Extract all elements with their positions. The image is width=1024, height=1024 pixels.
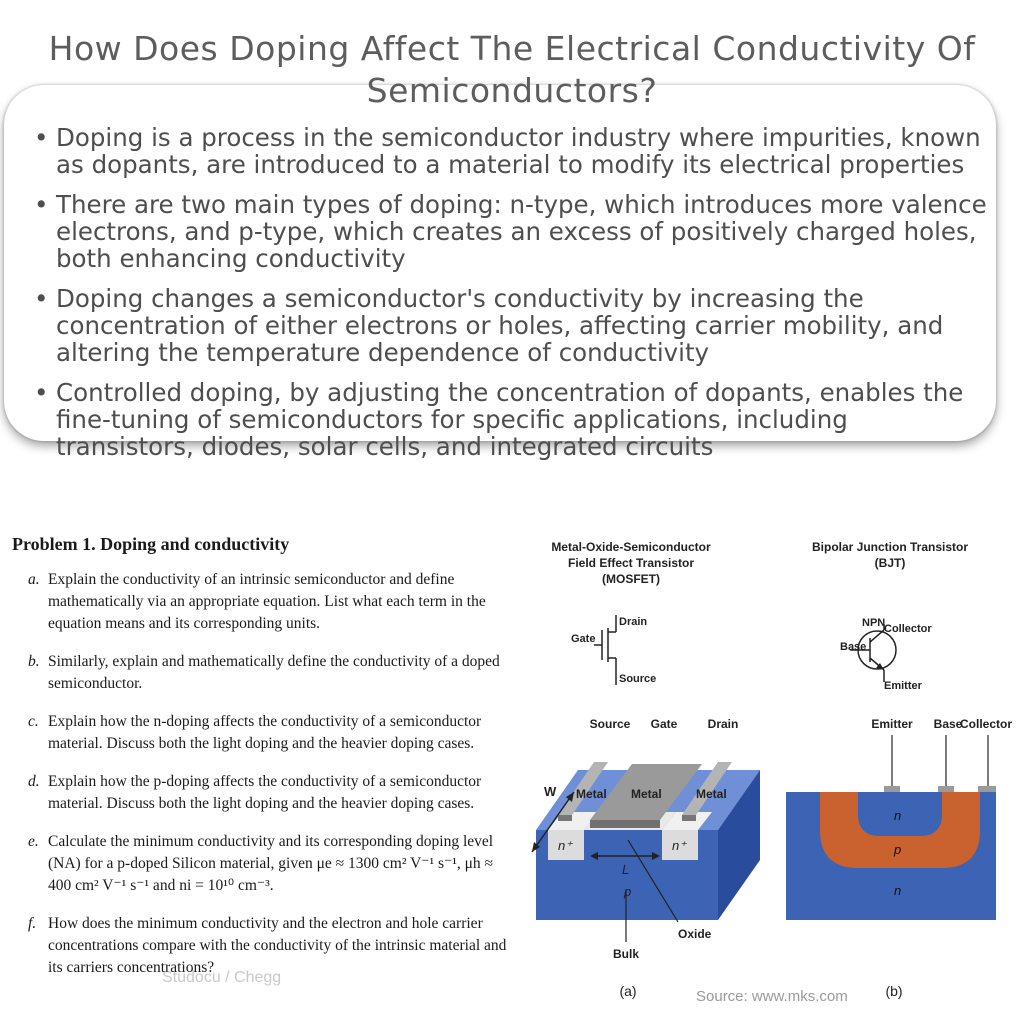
problem-item-label: b. [28, 653, 40, 670]
mosfet-label-source: Source [589, 717, 631, 731]
transistor-figure [528, 530, 1018, 1000]
problem-item [12, 771, 512, 815]
problem-item-label: a. [28, 571, 40, 588]
mosfet-symbol-icon [594, 615, 616, 685]
bjt-n-bottom: n [894, 883, 902, 898]
mosfet-caption: (a) [619, 983, 637, 999]
mosfet-title-3: (MOSFET) [602, 572, 660, 586]
mosfet-metal-left: Metal [576, 787, 607, 801]
problem-item-text: Explain how the p-doping affects the conductivity of a semiconductor material. Discuss both the light doping and the heavier doping cases. [48, 773, 482, 812]
problem-item [12, 651, 512, 695]
problem-item-label: c. [28, 713, 39, 730]
problem-item [12, 711, 512, 755]
bullet-item: • There are two main types of doping: n-type, which introduces more valence electrons, and p-type, which creates an excess of positively charged holes, both enhancing conductivity [28, 191, 988, 272]
bjt-label-collector: Collector [959, 717, 1013, 731]
mosfet-label-drain: Drain [707, 717, 739, 731]
bjt-symbol-npn: NPN [862, 617, 886, 629]
bjt-label-emitter: Emitter [871, 717, 913, 731]
bjt-p-mid: p [894, 842, 902, 857]
problem-list [12, 569, 512, 979]
bjt-symbol-emitter: Emitter [884, 680, 922, 692]
problem-item [12, 831, 512, 897]
problem-item-label: e. [28, 833, 39, 850]
bjt-cross-section [786, 735, 996, 920]
bjt-title-2: (BJT) [874, 556, 906, 570]
problem-item-label: d. [28, 773, 40, 790]
bjt-symbol-collector: Collector [884, 623, 932, 635]
bjt-title-1: Bipolar Junction Transistor [811, 540, 969, 554]
mosfet-symbol-drain: Drain [619, 616, 648, 628]
mosfet-metal-center: Metal [631, 787, 662, 801]
mosfet-bulk-label: Bulk [612, 947, 640, 961]
problem-sheet [12, 534, 512, 995]
mosfet-symbol-gate: Gate [571, 633, 596, 645]
bjt-symbol-base: Base [840, 641, 867, 653]
problem-item-text: Calculate the minimum conductivity and its corresponding doping level (NA) for a p-doped Silicon material, given μe ≈ 1300 cm² V⁻¹ s⁻¹, μh ≈ 400 cm² V⁻¹ s⁻¹ and ni = 10¹⁰ cm⁻³. [48, 833, 494, 894]
watermark: Studocu / Chegg [162, 969, 282, 986]
mosfet-metal-right: Metal [696, 787, 727, 801]
problem-item-text: Explain the conductivity of an intrinsic semiconductor and define mathematically via an appropriate equation. List what each term in the equation means and its corresponding units. [48, 571, 486, 632]
bjt-caption: (b) [885, 983, 903, 999]
problem-item-text: Explain how the n-doping affects the conductivity of a semiconductor material. Discuss both the light doping and the heavier doping cases. [48, 713, 482, 752]
mosfet-p-label: p [624, 884, 632, 899]
mosfet-title-2: Field Effect Transistor [567, 556, 695, 570]
bjt-label-base: Base [933, 717, 963, 731]
bjt-n-top: n [894, 808, 902, 823]
mosfet-length-label: L [622, 862, 630, 877]
mosfet-width-label: W [544, 784, 557, 799]
source-credit: Source: www.mks.com [696, 988, 848, 1005]
bullet-item: • Doping changes a semiconductor's conductivity by increasing the concentration of either electrons or holes, affecting carrier mobility, and altering the temperature dependence of conductivity [28, 285, 988, 366]
mosfet-oxide-label: Oxide [678, 927, 712, 941]
mosfet-symbol-source: Source [619, 673, 657, 685]
mosfet-title-1: Metal-Oxide-Semiconductor [551, 540, 711, 554]
bullet-item: • Doping is a process in the semiconductor industry where impurities, known as dopants, are introduced to a material to modify its electrical properties [28, 124, 988, 178]
mosfet-label-gate: Gate [650, 717, 678, 731]
bullet-item: • Controlled doping, by adjusting the concentration of dopants, enables the fine-tuning of semiconductors for specific applications, including transistors, diodes, solar cells, and integrated circuits [28, 379, 988, 460]
problem-item-label: f. [28, 915, 37, 932]
problem-item-text: How does the minimum conductivity and the electron and hole carrier concentrations compare with the conductivity of the intrinsic material and its carriers concentrations? [48, 915, 507, 976]
bullet-list [28, 124, 988, 473]
problem-heading: Problem 1. Doping and conductivity [12, 534, 290, 554]
problem-item [12, 569, 512, 635]
mosfet-n-right: n⁺ [672, 838, 687, 853]
problem-item-text: Similarly, explain and mathematically define the conductivity of a doped semiconductor. [48, 653, 500, 692]
mosfet-n-left: n⁺ [558, 838, 573, 853]
page-title: How Does Doping Affect The Electrical Conductivity Of Semiconductors? [48, 29, 976, 110]
